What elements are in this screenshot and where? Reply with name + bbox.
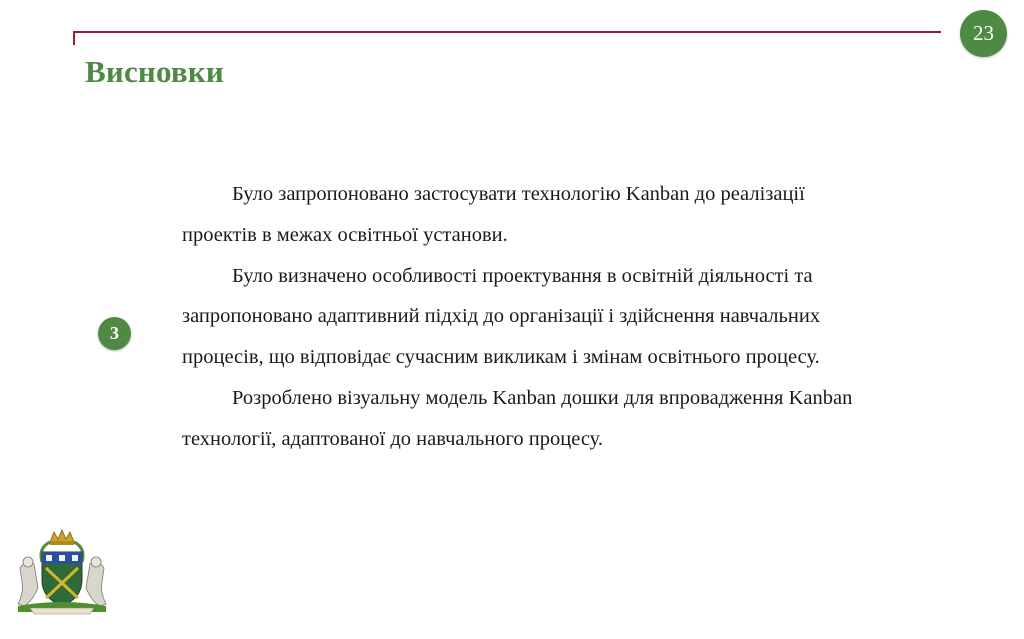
paragraph-line: запропоновано адаптивний підхід до організації і здійснення навчальних <box>182 305 821 328</box>
frame-line-horizontal <box>73 31 941 33</box>
paragraph-line: Було запропоновано застосувати технологію Kanban до реалізації <box>232 183 805 205</box>
frame-line-vertical <box>73 31 75 45</box>
step-number-badge: 3 <box>98 317 131 350</box>
paragraph-line: процесів, що відповідає сучасним викликам і змінам освітнього процесу. <box>182 346 820 369</box>
paragraph-3 <box>182 378 942 460</box>
slide-title: Висновки <box>85 54 224 89</box>
page-number-badge: 23 <box>960 10 1007 57</box>
paragraph-2 <box>182 256 942 378</box>
paragraph-line: технології, адаптованої до навчального процесу. <box>182 427 603 450</box>
paragraph-1 <box>182 174 942 256</box>
paragraph-line: Розроблено візуальну модель Kanban дошки для впровадження Kanban <box>232 386 853 409</box>
paragraph-line: проектів в межах освітньої установи. <box>182 223 508 246</box>
coat-of-arms-icon <box>12 528 112 616</box>
paragraph-line: Було визначено особливості проектування в освітній діяльності та <box>232 264 813 287</box>
conclusions-text <box>182 174 942 460</box>
